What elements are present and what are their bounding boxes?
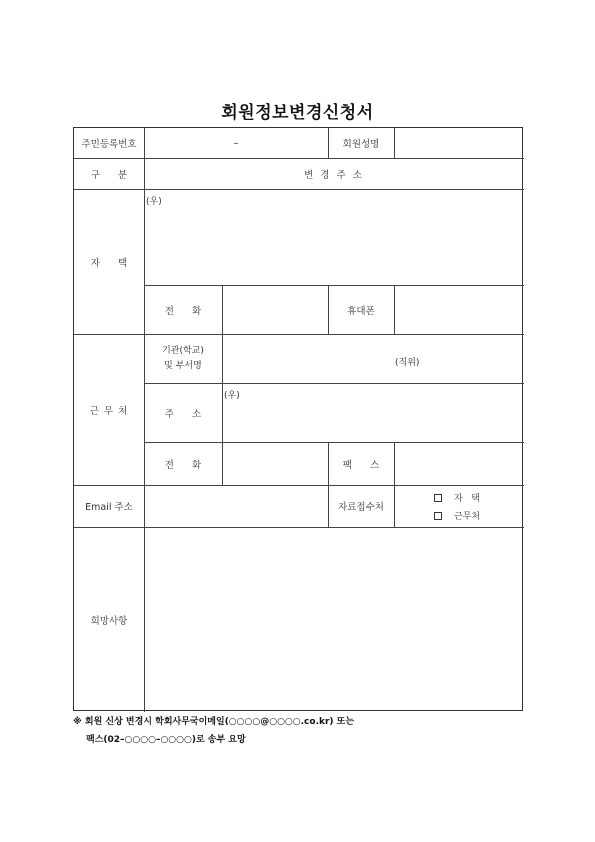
- organization-field[interactable]: [222, 334, 524, 383]
- wish-field[interactable]: [144, 527, 524, 712]
- work-postal-hint: (우): [224, 391, 240, 401]
- change-request-form: [73, 127, 523, 711]
- fax-label: 팩 스: [342, 459, 380, 471]
- work-address-field[interactable]: [222, 383, 524, 442]
- home-postal-hint: (우): [146, 197, 162, 207]
- mail-receive-label: 자료접수처: [338, 502, 384, 513]
- work-address-label: 주 소: [164, 408, 202, 420]
- checkbox-icon[interactable]: [434, 494, 442, 502]
- work-phone-field[interactable]: [222, 442, 328, 485]
- home-phone-field[interactable]: [222, 285, 328, 334]
- member-name-label: 회원성명: [342, 139, 380, 150]
- work-phone-label: 전 화: [164, 459, 202, 471]
- mail-option-home-label: 자 택: [454, 494, 480, 504]
- footer-note-line1: ※ 회원 신상 변경시 학회사무국이메일(○○○○@○○○○.co.kr) 또는: [73, 717, 355, 727]
- resident-number-field[interactable]: –: [233, 137, 239, 149]
- mail-option-home[interactable]: [434, 491, 480, 504]
- fax-field[interactable]: [394, 442, 524, 485]
- organization-label-line2: 및 부서명: [164, 360, 202, 371]
- email-label: Email 주소: [85, 502, 133, 513]
- home-address-field[interactable]: [144, 189, 524, 285]
- email-field[interactable]: [144, 485, 328, 527]
- position-hint: (직위): [395, 358, 420, 368]
- resident-number-label: 주민등록번호: [81, 139, 137, 150]
- wish-label: 희망사항: [90, 615, 128, 627]
- home-phone-label: 전 화: [164, 305, 202, 317]
- mail-option-work[interactable]: [434, 509, 480, 522]
- form-title: 회원정보변경신청서: [221, 103, 374, 123]
- footer-note-line2: 팩스(02–○○○○–○○○○)로 송부 요망: [86, 735, 246, 745]
- work-section-label: 근 무 처: [89, 405, 129, 417]
- category-label: 구 분: [90, 169, 128, 181]
- mobile-field[interactable]: [394, 285, 524, 334]
- mobile-label: 휴대폰: [347, 305, 375, 317]
- mail-receive-options: [394, 485, 524, 527]
- organization-label: [144, 334, 222, 383]
- home-section-label: 자 택: [90, 257, 128, 269]
- organization-label-line1: 기관(학교): [162, 345, 204, 356]
- checkbox-icon[interactable]: [434, 512, 442, 520]
- change-address-header: 변 경 주 소: [304, 169, 364, 181]
- mail-option-work-label: 근무처: [454, 512, 481, 522]
- member-name-field[interactable]: [394, 128, 524, 158]
